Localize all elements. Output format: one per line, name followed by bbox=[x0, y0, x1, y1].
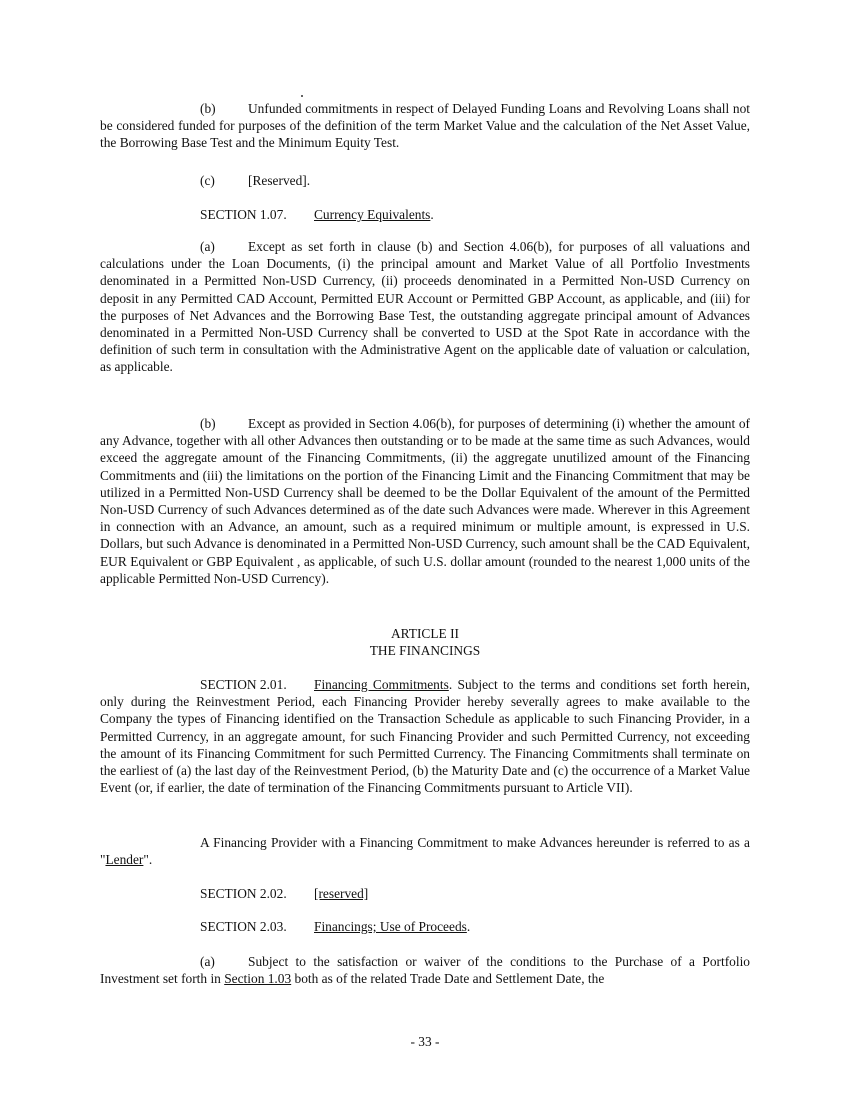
paragraph-text-end: ". bbox=[143, 852, 153, 868]
section-title: Financings; Use of Proceeds bbox=[314, 919, 467, 934]
paragraph-text: A Financing Provider with a Financing Commitment to make Advances hereunder is referred to as a " bbox=[100, 835, 750, 868]
section-number: SECTION 2.01. bbox=[200, 677, 287, 692]
section-2-03-a bbox=[100, 953, 750, 987]
clause-label: (b) bbox=[200, 416, 216, 431]
paragraph-text: [Reserved]. bbox=[248, 173, 311, 188]
paragraph-text: Except as provided in Section 4.06(b), for purposes of determining (i) whether the amount of any Advance, together with all other Advances then outstanding or to be made at the same time as such Advances, would exceed the aggregate amount of the Financing Commitments, (ii) the aggregate unutilized amount of the Financing Commitments and (iii) the limitations on the portion of the Financing Limit and the Financing Commitment that may be utilized in a Permitted Non-USD Currency shall be deemed to be the Dollar Equivalent of the amount of the Permitted Non-USD Currency of such Advances determined as of the date such Advances were made. Wherever in this Agreement in connection with an Advance, an amount, such as a required minimum or multiple amount, is expressed in U.S. Dollars, but such Advance is denominated in a Permitted Non-USD Currency, such amount shall be the CAD Equivalent, EUR Equivalent or GBP Equivalent , as applicable, of such U.S. dollar amount (rounded to the nearest 1,000 units of the applicable Permitted Non-USD Currency). bbox=[100, 416, 750, 586]
paragraph-text-end: both as of the related Trade Date and Settlement Date, the bbox=[291, 971, 605, 987]
page-number: - 33 - bbox=[410, 1034, 440, 1049]
clause-label: (c) bbox=[200, 173, 215, 188]
paragraph-text: Except as set forth in clause (b) and Section 4.06(b), for purposes of all valuations and calculations under the Loan Documents, (i) the principal amount and Market Value of all Portfolio Investments denominated in a Permitted Non-USD Currency, (ii) proceeds denominated in a Permitted Non-USD Currency on deposit in any Permitted CAD Account, Permitted EUR Account or Permitted GBP Account, as applicable, and (iii) for the purposes of Net Advances and the Borrowing Base Test, the outstanding aggregate principal amount of Advances denominated in a Permitted Non-USD Currency shall be converted to USD at the Spot Rate in accordance with the definition of such term in consultation with the Administrative Agent on the applicable date of valuation or calculation, as applicable. bbox=[100, 239, 750, 375]
paragraph-c-reserved bbox=[100, 172, 750, 189]
paragraph-b-unfunded-commitments bbox=[100, 100, 750, 152]
section-title-punct: . bbox=[466, 919, 471, 934]
section-1-07-a bbox=[100, 238, 750, 376]
clause-label: (b) bbox=[200, 101, 216, 116]
paragraph-text: . Subject to the terms and conditions set forth herein, only during the Reinvestment Period, each Financing Provider hereby severally agrees to make available to the Company the types of Financing identified on the Transaction Schedule as applicable to such Financing Provider, in a Permitted Currency, in an aggregate amount, for such Financing Provider and such Permitted Currency, not exceeding the amount of its Financing Commitment for such Permitted Currency. The Financing Commitments shall terminate on the earliest of (a) the last day of the Reinvestment Period, (b) the Maturity Date and (c) the occurrence of a Market Value Event (or, if earlier, the date of termination of the Financing Commitments pursuant to Article VII). bbox=[100, 677, 750, 796]
section-reference-link[interactable]: Section 1.03 bbox=[224, 971, 292, 987]
article-title: THE FINANCINGS bbox=[369, 643, 481, 659]
section-2-01 bbox=[100, 676, 750, 796]
section-number: SECTION 2.03. bbox=[200, 919, 287, 934]
paragraph-text: Unfunded commitments in respect of Delayed Funding Loans and Revolving Loans shall not be considered funded for purposes of the definition of the term Market Value and the calculation of the Net Asset Value, the Borrowing Base Test and the Minimum Equity Test. bbox=[100, 101, 750, 151]
section-number: SECTION 2.02. bbox=[200, 886, 287, 901]
lender-definition-paragraph bbox=[100, 834, 750, 868]
paragraph-text: Subject to the satisfaction or waiver of the conditions to the Purchase of a Portfolio Investment set forth in bbox=[100, 954, 750, 987]
defined-term: Lender bbox=[105, 852, 144, 868]
section-title: Financing Commitments bbox=[314, 677, 449, 692]
section-title-punct: . bbox=[430, 207, 434, 222]
section-2-03-heading bbox=[100, 918, 750, 935]
stray-mark bbox=[301, 95, 303, 97]
section-1-07-b bbox=[100, 415, 750, 587]
section-title: [reserved] bbox=[314, 886, 369, 901]
article-number: ARTICLE II bbox=[391, 626, 459, 641]
clause-label: (a) bbox=[200, 239, 215, 254]
section-2-02-heading bbox=[100, 885, 750, 902]
article-heading bbox=[100, 625, 750, 659]
section-number: SECTION 1.07. bbox=[200, 207, 287, 222]
section-title: Currency Equivalents bbox=[314, 207, 431, 222]
clause-label: (a) bbox=[200, 954, 215, 969]
section-1-07-heading bbox=[100, 206, 750, 223]
